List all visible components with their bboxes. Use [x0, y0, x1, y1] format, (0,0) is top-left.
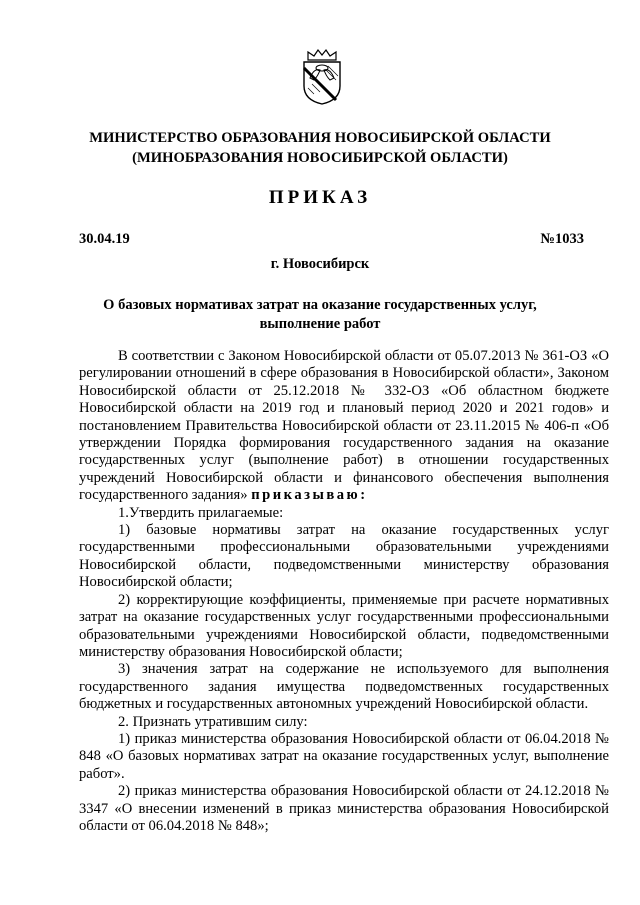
- ministry-name-line1: МИНИСТЕРСТВО ОБРАЗОВАНИЯ НОВОСИБИРСКОЙ ОБЛАСТИ: [89, 130, 551, 146]
- ministry-name: [60, 128, 580, 168]
- item-2-1: 1) приказ министерства образования Новосибирской области от 06.04.2018 № 848 «О базовых нормативах затрат на оказание государственных услуг, выполнение работ».: [79, 730, 609, 782]
- order-word: приказываю:: [251, 487, 368, 504]
- item-1-3: 3) значения затрат на содержание не используемого для выполнения государственного задания имущества подведомственных государственных бюджетных и государственных автономных учреждений Новосибирской области.: [79, 661, 609, 713]
- subject-line1: О базовых нормативах затрат на оказание государственных услуг,: [103, 297, 537, 313]
- item-1-2: 2) корректирующие коэффициенты, применяемые при расчете нормативных затрат на оказание государственных услуг государственными профессиональными образовательными учреждениями Новосибирской области, подведомственными министерству образования Новосибирской области;: [79, 591, 609, 660]
- preamble-text: В соответствии с Законом Новосибирской области от 05.07.2013 № 361-ОЗ «О регулировании отношений в сфере образования в Новосибирской области», Законом Новосибирской области от 25.12.2018 № 332-ОЗ «Об областном бюджете Новосибирской области на 2019 год и плановый период 2020 и 2021 годов» и постановлением Правительства Новосибирской области от 23.11.2015 № 406-п «Об утверждении Порядка формирования государственного задания на оказание государственных услуг (выполнение работ) в отношении государственных учреждений Новосибирской области и финансового обеспечения выполнения государственного задания»: [79, 348, 609, 504]
- novosibirsk-coat-of-arms-icon: [300, 48, 344, 106]
- item-1: 1.Утвердить прилагаемые:: [118, 504, 284, 521]
- ministry-name-line2: (МИНОБРАЗОВАНИЯ НОВОСИБИРСКОЙ ОБЛАСТИ): [132, 150, 508, 166]
- preamble-paragraph: [79, 348, 609, 505]
- subject-line2: выполнение работ: [259, 316, 381, 332]
- order-date: 30.04.19: [79, 231, 130, 247]
- document-type-title: ПРИКАЗ: [268, 187, 372, 208]
- item-2: 2. Признать утратившим силу:: [118, 713, 308, 730]
- order-number: №1033: [540, 231, 584, 247]
- item-2-2: 2) приказ министерства образования Новосибирской области от 24.12.2018 № 3347 «О внесении изменений в приказ министерства образования Новосибирской области от 06.04.2018 № 848»;: [79, 783, 609, 834]
- item-1-1: 1) базовые нормативы затрат на оказание государственных услуг государственными профессиональными образовательными учреждениями Новосибирской области, подведомственными министерству образования Новосибирской области;: [79, 522, 609, 591]
- order-body: [79, 348, 609, 835]
- order-city: г. Новосибирск: [270, 256, 370, 272]
- order-subject: [100, 296, 540, 334]
